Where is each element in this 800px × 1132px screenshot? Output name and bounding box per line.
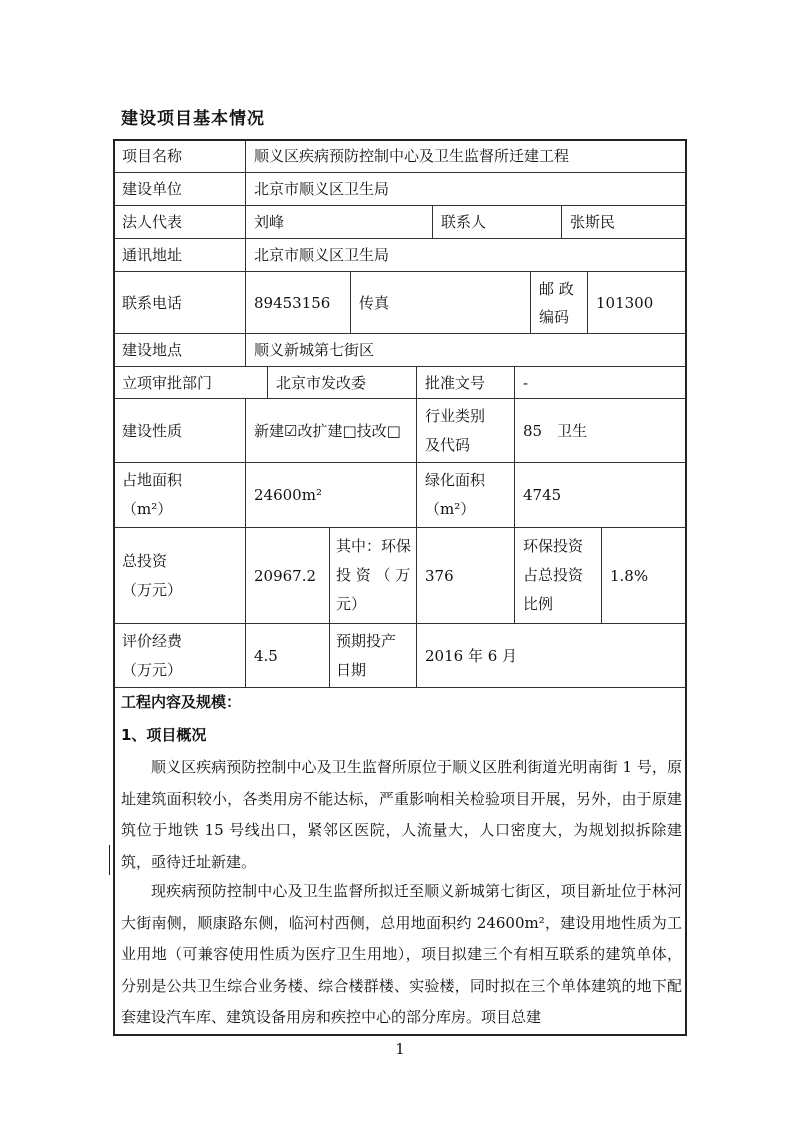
project-name-value: 顺义区疾病预防控制中心及卫生监督所迁建工程 [254,147,570,165]
approval-no-value: - [523,373,529,392]
site-value: 顺义新城第七街区 [254,341,375,359]
content-heading: 工程内容及规模： [121,693,242,711]
env-ratio-label-line1: 环保投资 [523,537,584,555]
green-label-line2: （m²） [425,500,476,518]
invest-value: 20967.2 [254,566,317,585]
builder-label: 建设单位 [122,180,183,198]
env-invest-label [330,528,416,623]
legal-rep-label: 法人代表 [122,213,183,231]
overview-paragraph-1: 顺义区疾病预防控制中心及卫生监督所原位于顺义区胜利街道光明南街 1 号，原址建筑面积较小，各类用房不能达标，严重影响相关检验项目开展，另外，由于原建筑位于地铁 15 号线出口，紧邻区医院，人流量大，人口密度大，为规划拟拆除建筑，亟待迁址新建。 [121,758,682,871]
env-invest-value: 376 [425,566,454,585]
page-number: 1 [395,1040,405,1058]
site-label: 建设地点 [122,341,183,359]
invest-label-line2: （万元） [122,580,183,599]
start-label-line1: 预期投产 [336,631,397,650]
contact-value: 张斯民 [570,213,616,231]
postcode-value: 101300 [596,293,654,312]
start-label [330,624,416,687]
address-value: 北京市顺义区卫生局 [254,246,390,264]
approval-dept-value: 北京市发改委 [276,373,367,392]
page-title: 建设项目基本情况 [121,109,265,129]
invest-label [114,528,245,623]
env-ratio-label-line3: 比例 [523,595,554,613]
approval-dept-label: 立项审批部门 [122,373,213,392]
content-subheading: 1、项目概况 [121,726,207,744]
env-invest-label-line3: 元） [336,595,367,613]
env-ratio-value: 1.8% [610,566,649,585]
env-invest-label-line2: 投 资 （ 万 [336,566,411,584]
green-value: 4745 [523,486,562,504]
invest-label-line1: 总投资 [122,551,168,570]
postcode-label [531,272,587,333]
phone-value: 89453156 [254,293,331,312]
postcode-label-line1: 邮 政 [539,279,574,298]
nature-label: 建设性质 [122,421,183,440]
env-invest-label-line1: 其中：环保 [336,537,412,555]
project-name-label: 项目名称 [122,147,183,165]
fax-value [431,272,530,333]
green-label [417,463,514,527]
eval-fee-value: 4.5 [254,646,278,665]
fax-label: 传真 [359,293,390,312]
address-label: 通讯地址 [122,246,183,264]
phone-label: 联系电话 [122,293,183,312]
builder-value: 北京市顺义区卫生局 [254,180,390,198]
industry-value: 85 卫生 [523,421,588,440]
industry-label [417,399,514,462]
margin-mark [109,845,110,875]
start-label-line2: 日期 [336,660,367,679]
overview-paragraph-2: 现疾病预防控制中心及卫生监督所拟迁至顺义新城第七街区，项目新址位于林河大街南侧，顺康路东侧，临河村西侧，总用地面积约 24600m²，建设用地性质为工业用地（可兼容使用性质为医疗卫生用地），项目拟建三个有相互联系的建筑单体，分别是公共卫生综合业务楼、综合楼群楼、实验楼，同时拟在三个单体建筑的地下配套建设汽车库、建筑设备用房和疾控中心的部分库房。项目总建 [121,882,682,1026]
postcode-label-line2: 编码 [539,307,570,326]
area-label [114,463,245,527]
env-ratio-label [515,528,601,623]
approval-no-label: 批准文号 [425,373,486,392]
start-value: 2016 年 6 月 [425,646,518,665]
green-label-line1: 绿化面积 [425,471,486,489]
env-ratio-label-line2: 占总投资 [523,566,584,584]
row-divider [114,687,686,688]
industry-label-line2: 及代码 [425,435,471,454]
legal-rep-value: 刘峰 [254,213,285,231]
eval-fee-label-line1: 评价经费 [122,631,183,650]
area-label-line1: 占地面积 [122,471,183,489]
eval-fee-label [114,624,245,687]
contact-label: 联系人 [441,213,487,231]
area-label-line2: （m²） [122,500,173,518]
industry-label-line1: 行业类别 [425,406,486,425]
eval-fee-label-line2: （万元） [122,660,183,679]
area-value: 24600m² [254,486,322,504]
nature-value: 新建☑改扩建□技改□ [254,421,401,440]
